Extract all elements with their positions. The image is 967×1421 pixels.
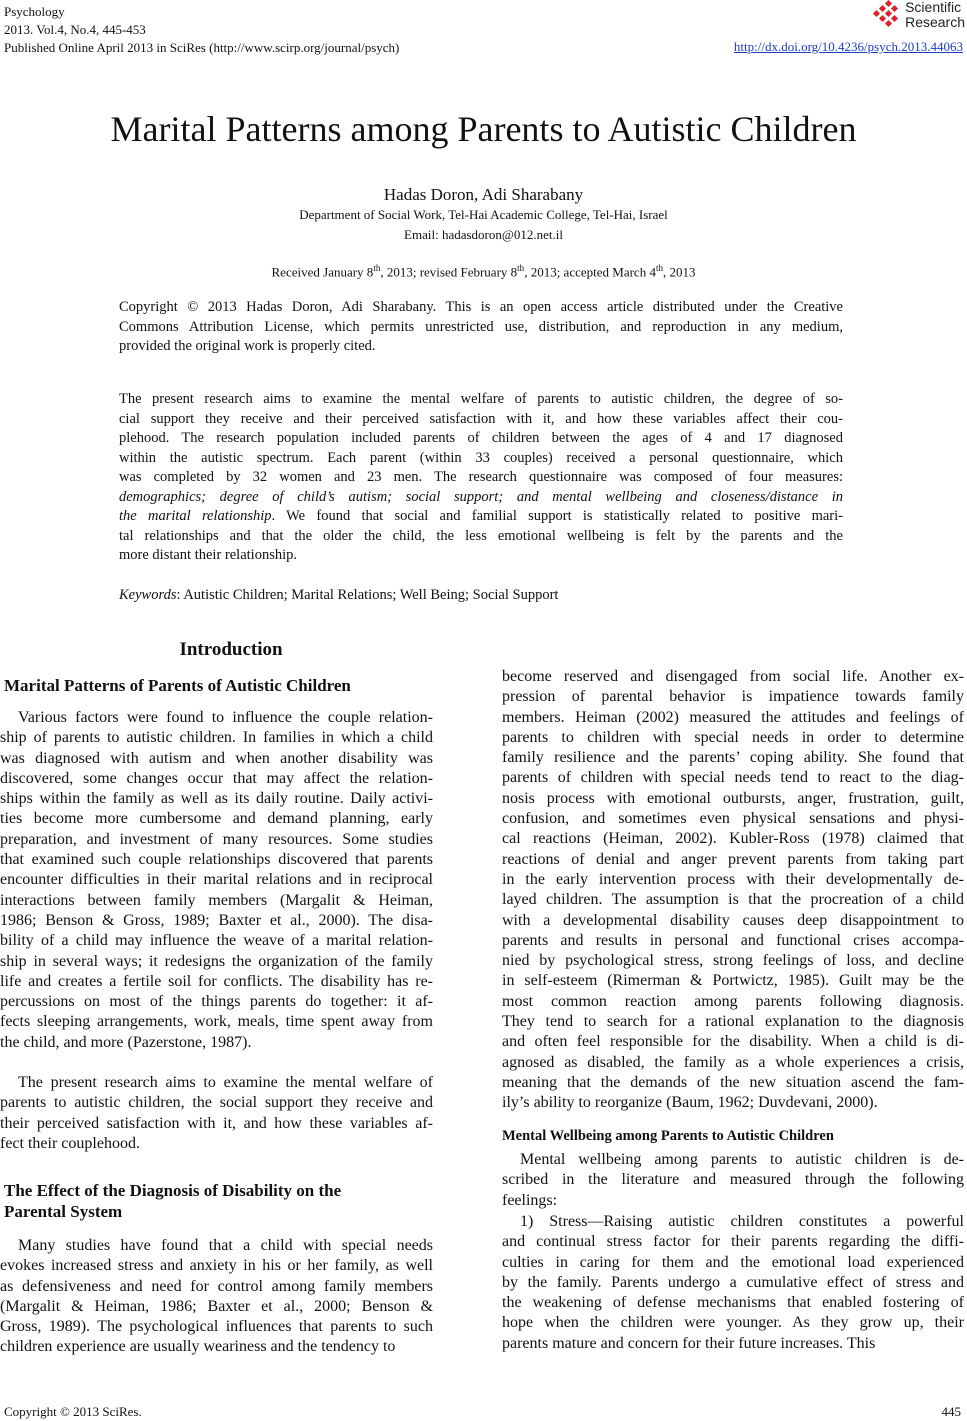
text-line: reactions of denial and anger prevent parents from taking part (502, 850, 964, 868)
text-line: that examined such couple relationships discovered that parents (0, 851, 433, 869)
text-line: evokes increased stress and anxiety in his or her family, as well (0, 1257, 433, 1275)
paragraph (0, 1073, 433, 1154)
text-line: 1986; Benson & Gross, 1989; Baxter et al., 2000). The disa- (0, 911, 433, 929)
text-line: encounter difficulties in their marital relations and in reciprocal (0, 871, 433, 889)
footer-copyright: Copyright © 2013 SciRes. (4, 1404, 142, 1419)
text-line: Mental wellbeing among parents to autistic children is de- (520, 1151, 964, 1168)
authors: Hadas Doron, Adi Sharabany (383, 185, 584, 204)
text-line: within the autistic spectrum. Each parent (within 33 couples) received a personal questionnaire, which (119, 449, 843, 466)
text-line: Copyright © 2013 Hadas Doron, Adi Sharabany. This is an open access article distributed under the Creative (119, 299, 843, 315)
affiliation: Department of Social Work, Tel-Hai Academic College, Tel-Hai, Israel (299, 207, 668, 222)
section-heading (4, 1180, 444, 1222)
text-line: bility of a child may influence the weave of a marital relation- (0, 932, 433, 950)
accepted-text: , 2013; accepted March 4 (524, 264, 656, 280)
paragraph (502, 1150, 964, 1211)
text-line: tal relationships and that the older the child, the less emotional wellbeing is felt by the parents and the (119, 527, 843, 544)
text-line: Many studies have found that a child with special needs (18, 1237, 433, 1254)
text-line: ships within the family as well as its daily routine. Daily activi- (0, 790, 433, 808)
logo-text-1: Scientific (905, 0, 962, 15)
text-line: plehood. The research population included parents of children between the ages of 4 and 17 diagnosed (119, 430, 843, 446)
text-line: meaning that the demands of the new situation ascend the fam- (502, 1073, 964, 1091)
paragraph (0, 708, 433, 1053)
text-line: members. Heiman (2002) measured the attitudes and feelings of (502, 708, 964, 726)
copyright-notice (119, 298, 843, 357)
keywords (119, 586, 843, 606)
section-heading: Marital Patterns of Parents of Autistic Children (4, 676, 351, 695)
text-line: They tend to search for a rational explanation to the diagnosis (502, 1013, 964, 1031)
text-line: become reserved and disengaged from social life. Another ex- (502, 668, 964, 685)
year-text: , 2013 (662, 264, 696, 280)
text-line: and often feel responsible for the disability. When a child is di- (502, 1033, 964, 1051)
text-line: hope when the children were younger. As they grow up, their (502, 1314, 964, 1332)
text-line: was completed by 32 women and 23 men. The research questionnaire was composed of four measures: (119, 469, 843, 485)
text-line: pression of parental behavior is impatience towards family (502, 688, 964, 706)
paragraph (502, 1212, 964, 1354)
journal-header (4, 3, 399, 57)
keywords-label: Keywords (119, 587, 177, 603)
scirp-logo-icon (866, 0, 902, 30)
text-line: discovered, some changes occur that may affect the relation- (0, 769, 433, 787)
text-line: the marital relationship. We found that social and familial support is statistically related to positive mari- (119, 508, 843, 524)
doi-link[interactable]: http://dx.doi.org/10.4236/psych.2013.44063 (733, 39, 963, 54)
email: Email: hadasdoron@012.net.il (404, 227, 563, 242)
text-line: cal reactions (Heiman, 2002). Kubler-Ross (1978) claimed that (502, 830, 964, 848)
subsection-heading: Mental Wellbeing among Parents to Autistic Children (502, 1128, 834, 1144)
text-line: the child, and more (Pazerstone, 1987). (0, 1033, 252, 1051)
text-line: family resilience and the parents’ coping ability. She found that (502, 749, 964, 767)
received-dates (0, 263, 967, 280)
text-line: agnosed as disabled, the family as a whole experiences a crisis, (502, 1053, 964, 1071)
logo-text-2: Research (905, 14, 965, 30)
journal-volume: 2013. Vol.4, No.4, 445-453 (4, 22, 146, 37)
text-line: more distant their relationship. (119, 547, 297, 563)
text-line: parents to autistic children, the social support they receive and (0, 1094, 433, 1112)
sup: th (655, 263, 663, 273)
journal-name: Psychology (4, 4, 65, 19)
text-line: parents mature and concern for their future increases. This (502, 1334, 876, 1352)
text-line: provided the original work is properly cited. (119, 338, 376, 354)
text-line: nosis process with emotional outbursts, anger, frustration, guilt, (502, 789, 964, 807)
text-line: culties in caring for them and the emotional load experienced (502, 1253, 964, 1271)
text-line: demographics; degree of child’s autism; social support; and mental wellbeing and closeness/distance in (119, 488, 843, 505)
text-line: confusion, and sometimes even physical sensations and physi- (502, 810, 964, 828)
text-line: cial support they receive and their perceived satisfaction with it, and how these variables affect their cou- (119, 410, 843, 427)
text-line: Gross, 1989). The psychological influences that parents to such (0, 1318, 433, 1336)
text-line: Commons Attribution License, which permits unrestricted use, distribution, and reproduction in any medium, (119, 318, 843, 335)
text-line: ily’s ability to reorganize (Baum, 1962; Duvdevani, 2000). (502, 1094, 878, 1112)
heading-line: The Effect of the Diagnosis of Disability on the (4, 1181, 342, 1200)
text-line: children experience are usually weariness and the tendency to (0, 1338, 396, 1356)
paper-title: Marital Patterns among Parents to Autistic Children (110, 109, 857, 149)
text-line: parents to children with special needs in order to determine (502, 728, 964, 746)
text-line: The present research aims to examine the mental welfare of parents to autistic children, the degree of so- (119, 391, 843, 407)
text-line: and continual stress factor for their parents regarding the diffi- (502, 1233, 964, 1251)
keywords-text: : Autistic Children; Marital Relations; Well Being; Social Support (176, 587, 559, 603)
sup: th (373, 263, 381, 273)
paragraph (0, 1236, 433, 1358)
text-line: ship in several ways; it redesigns the organization of the family (0, 952, 433, 970)
text-line: interactions between family members (Margalit & Heiman, (0, 891, 433, 909)
text-line: in self-esteem (Rimerman & Portwictz, 1985). Guilt may be the (502, 972, 964, 990)
text-line: parents of children with special needs tend to react to the diag- (502, 769, 964, 787)
text-line: scribed in the literature and measured through the following (502, 1171, 964, 1189)
text-line: most common reaction among parents following diagnosis. (502, 992, 964, 1010)
text-line: 1) Stress—Raising autistic children constitutes a powerful (520, 1213, 964, 1230)
text-line: as defensiveness and need for control among family members (0, 1277, 433, 1295)
text-line: feelings: (502, 1191, 558, 1209)
text-line: life and creates a fertile soil for conflicts. The disability has re- (0, 972, 433, 990)
text-line: (Margalit & Heiman, 1986; Baxter et al., 2000; Benson & (0, 1297, 433, 1315)
text-line: percussions on most of the things parents do together: it af- (0, 993, 433, 1011)
abstract (119, 390, 843, 566)
text-line: the weakening of defense mechanisms that enabled fostering of (502, 1294, 964, 1312)
text-line: with a developmental disability causes deep disappointment to (502, 911, 964, 929)
sup: th (517, 263, 525, 273)
text-line: by the family. Parents undergo a cumulative effect of stress and (502, 1273, 964, 1291)
text-line: ship of parents to autistic children. In families in which a child (0, 729, 433, 747)
text-line: fect their couplehood. (0, 1134, 140, 1152)
text-line: Various factors were found to influence the couple relation- (18, 709, 433, 726)
text-line: The present research aims to examine the mental welfare of (18, 1074, 433, 1091)
published-info: Published Online April 2013 in SciRes (http://www.scirp.org/journal/psych) (4, 40, 400, 55)
received-text: Received January 8 (271, 264, 374, 280)
text-line: fects sleeping arrangements, work, meals, time spent away from (0, 1013, 433, 1031)
text-line: in the early intervention process with their developmentally de- (502, 870, 964, 888)
heading-line: Parental System (4, 1202, 123, 1221)
text-line: was diagnosed with autism and when another disability was (0, 749, 433, 767)
paragraph (502, 667, 964, 1114)
italic-text: the marital relationship (119, 508, 272, 524)
text-line: ties become more cumbersome and demand planning, early (0, 810, 433, 828)
text-line: nied by psychological stress, strong feelings of loss, and decline (502, 952, 964, 970)
text-line: layed children. The assumption is that the procreation of a child (502, 891, 964, 909)
text-line: preparation, and investment of many resources. Some studies (0, 830, 433, 848)
page-number: 445 (941, 1404, 961, 1419)
revised-text: , 2013; revised February 8 (380, 264, 518, 280)
text-line: their perceived satisfaction with it, and how these variables af- (0, 1114, 433, 1132)
text-line: parents and results in personal and functional crises accompa- (502, 931, 964, 949)
publisher-logo (866, 0, 965, 30)
intro-heading: Introduction (179, 639, 283, 660)
